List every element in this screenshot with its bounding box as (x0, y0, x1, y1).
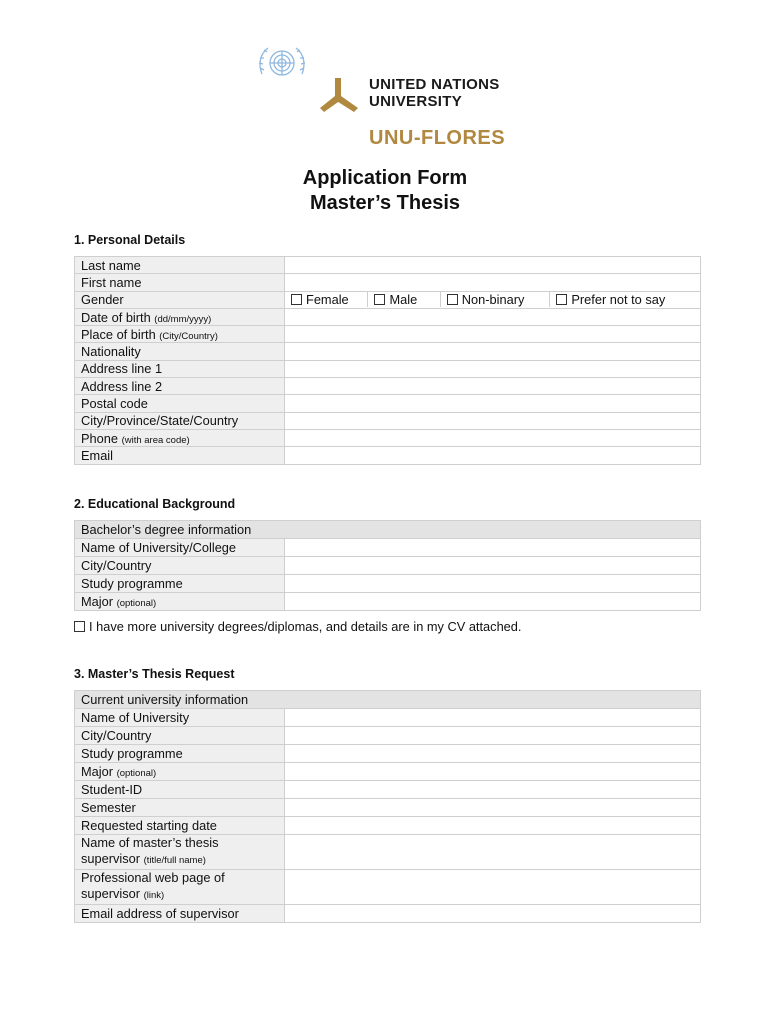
form-row (75, 447, 701, 464)
unu-logo-mark (318, 76, 360, 116)
gender-option[interactable] (440, 292, 550, 307)
form-row (75, 905, 701, 923)
form-row (75, 817, 701, 835)
field-label (75, 343, 285, 360)
field-label (75, 274, 285, 291)
field-label (75, 727, 285, 745)
supervisor-web-line-1: Professional web page of (81, 870, 225, 885)
supervisor-name-label (75, 835, 285, 870)
field-label (75, 539, 285, 557)
field-label-text: City/Country (81, 728, 152, 743)
gender-option[interactable] (549, 292, 700, 307)
field-label-text: Postal code (81, 396, 148, 412)
unu-wordmark (369, 76, 500, 110)
field-hint: (optional) (116, 768, 157, 779)
form-row (75, 870, 701, 905)
field-label (75, 257, 285, 274)
supervisor-name-hint: (title/full name) (143, 855, 206, 866)
form-row (75, 326, 701, 343)
form-row (75, 727, 701, 745)
institute-name: UNU-FLORES (369, 127, 506, 149)
field-label-text: Student-ID (81, 782, 143, 797)
field-input[interactable] (285, 326, 701, 343)
form-row (75, 308, 701, 325)
field-label (75, 593, 285, 611)
bachelor-header: Bachelor’s degree information (75, 521, 701, 539)
form-row (75, 343, 701, 360)
field-label-text: Date of birth (81, 309, 151, 325)
org-line-1: UNITED NATIONS (369, 76, 500, 93)
field-input[interactable] (285, 817, 701, 835)
field-input[interactable] (285, 395, 701, 412)
thesis-request-table (74, 690, 701, 923)
field-hint: (dd/mm/yyyy) (154, 313, 212, 325)
supervisor-web-field[interactable] (285, 870, 701, 905)
form-row (75, 835, 701, 870)
field-input[interactable] (285, 308, 701, 325)
form-row (75, 395, 701, 412)
field-input[interactable] (285, 274, 701, 291)
form-row (75, 257, 701, 274)
field-input[interactable] (285, 447, 701, 464)
field-label-text: Major (81, 764, 113, 779)
supervisor-web-hint: (link) (143, 890, 165, 901)
educational-background-table (74, 520, 701, 611)
form-row (75, 291, 701, 308)
page-title (0, 166, 770, 216)
form-row (75, 799, 701, 817)
field-input[interactable] (285, 727, 701, 745)
title-line-2: Master’s Thesis (309, 192, 461, 214)
field-label (75, 412, 285, 429)
supervisor-web-label (75, 870, 285, 905)
supervisor-email-field[interactable] (285, 905, 701, 923)
field-input[interactable] (285, 593, 701, 611)
form-row (75, 412, 701, 429)
gender-option-group (285, 292, 700, 307)
gender-option[interactable] (285, 292, 367, 307)
field-label-text: Study programme (81, 746, 183, 761)
section-2-title: 2. Educational Background (74, 497, 236, 511)
field-input[interactable] (285, 378, 701, 395)
field-label (75, 817, 285, 835)
field-label (75, 709, 285, 727)
field-label (75, 447, 285, 464)
form-row (75, 378, 701, 395)
field-label-text: City/Province/State/Country (81, 413, 239, 429)
field-label-text: Study programme (81, 576, 183, 591)
form-row (75, 745, 701, 763)
field-label (75, 799, 285, 817)
form-row (75, 781, 701, 799)
personal-details-table (74, 256, 701, 465)
form-row (75, 274, 701, 291)
more-degrees-checkbox[interactable] (74, 621, 85, 632)
supervisor-name-line-1: Name of master’s thesis (81, 835, 219, 850)
field-input[interactable] (285, 575, 701, 593)
gender-checkbox[interactable] (556, 294, 567, 305)
field-label-text: Requested starting date (81, 818, 217, 833)
form-row (75, 763, 701, 781)
form-row (75, 360, 701, 377)
field-label-text: Last name (81, 257, 141, 273)
org-line-2: UNIVERSITY (369, 93, 463, 110)
field-label (75, 575, 285, 593)
field-label-text: City/Country (81, 558, 152, 573)
field-label-text: Gender (81, 292, 124, 308)
field-label (75, 429, 285, 446)
gender-option[interactable] (367, 292, 439, 307)
title-line-1: Application Form (302, 167, 468, 189)
field-label (75, 308, 285, 325)
field-input[interactable] (285, 781, 701, 799)
field-input[interactable] (285, 745, 701, 763)
field-input[interactable] (285, 429, 701, 446)
field-label-text: First name (81, 274, 142, 290)
field-label-text: Name of University (81, 710, 190, 725)
field-input[interactable] (285, 557, 701, 575)
current-university-header: Current university information (75, 691, 701, 709)
field-hint: (optional) (116, 598, 157, 609)
field-label (75, 291, 285, 308)
gender-option-label: Prefer not to say (571, 292, 666, 308)
section-3-title: 3. Master’s Thesis Request (74, 667, 235, 681)
field-label-text: Name of University/College (81, 540, 237, 555)
field-input[interactable] (285, 360, 701, 377)
field-label (75, 360, 285, 377)
field-label (75, 745, 285, 763)
field-label-text: Address line 2 (81, 378, 163, 394)
form-row (75, 709, 701, 727)
field-label (75, 557, 285, 575)
field-label (75, 763, 285, 781)
supervisor-email-label: Email address of supervisor (75, 905, 285, 923)
gender-option-label: Non-binary (461, 292, 525, 308)
field-label-text: Email (81, 447, 113, 463)
gender-checkbox[interactable] (447, 294, 458, 305)
gender-checkbox[interactable] (291, 294, 302, 305)
form-row (75, 429, 701, 446)
field-label-text: Phone (81, 430, 119, 446)
gender-options[interactable] (285, 291, 701, 308)
more-degrees-label: I have more university degrees/diplomas, and details are in my CV attached. (89, 619, 522, 634)
field-label-text: Major (81, 594, 113, 609)
field-label (75, 326, 285, 343)
gender-option-label: Female (306, 292, 349, 308)
field-label-text: Semester (81, 800, 136, 815)
section-1-title: 1. Personal Details (74, 233, 186, 247)
field-input[interactable] (285, 799, 701, 817)
supervisor-web-line-2: supervisor (81, 886, 141, 901)
field-input[interactable] (285, 343, 701, 360)
supervisor-name-line-2: supervisor (81, 851, 141, 866)
field-label (75, 395, 285, 412)
gender-checkbox[interactable] (374, 294, 385, 305)
field-label-text: Place of birth (81, 326, 156, 342)
form-row (75, 593, 701, 611)
field-input[interactable] (285, 257, 701, 274)
form-row (75, 539, 701, 557)
field-input[interactable] (285, 412, 701, 429)
field-hint: (with area code) (121, 434, 190, 446)
field-label (75, 378, 285, 395)
field-label-text: Address line 1 (81, 361, 163, 377)
field-hint: (City/Country) (159, 330, 218, 342)
field-input[interactable] (285, 763, 701, 781)
field-input[interactable] (285, 539, 701, 557)
form-row (75, 557, 701, 575)
gender-option-label: Male (389, 292, 418, 308)
more-degrees-option[interactable] (74, 619, 521, 634)
field-label (75, 781, 285, 799)
form-row (75, 575, 701, 593)
field-input[interactable] (285, 709, 701, 727)
un-emblem-logo (254, 42, 310, 84)
field-label-text: Nationality (81, 344, 141, 360)
supervisor-name-field[interactable] (285, 835, 701, 870)
